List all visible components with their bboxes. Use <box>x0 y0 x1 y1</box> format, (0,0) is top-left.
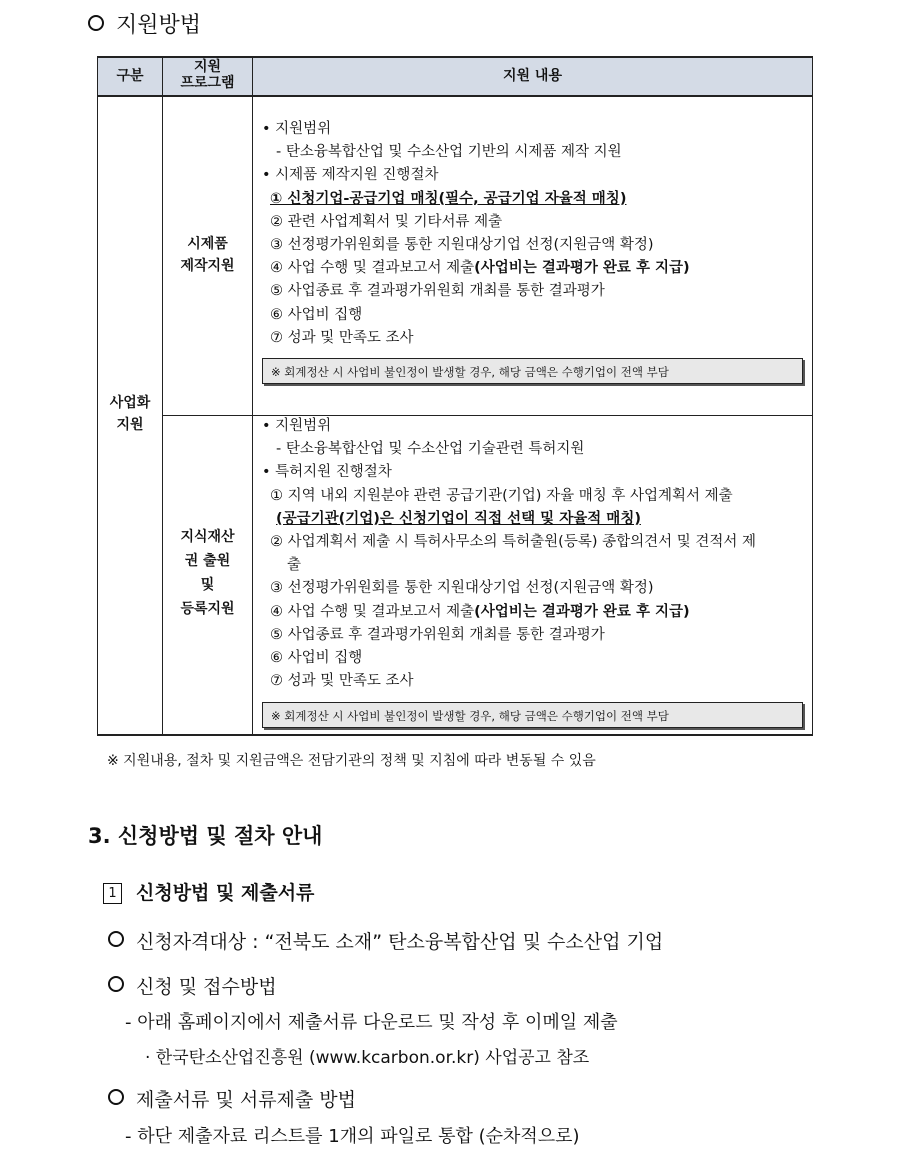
list-subitem: - 아래 홈페이지에서 제출서류 다운로드 및 작성 후 이메일 제출 <box>125 1012 618 1033</box>
subsection-title: 1 신청방법 및 제출서류 <box>103 878 314 905</box>
circle-bullet-icon <box>108 931 124 947</box>
boxed-number: 1 <box>103 883 122 904</box>
table-footnote: ※ 지원내용, 절차 및 지원금액은 전담기관의 정책 및 지침에 따라 변동될 수 있음 <box>107 753 596 769</box>
circle-bullet-icon <box>88 15 104 31</box>
header-program: 지원 프로그램 <box>180 59 235 91</box>
content-cell-ip: • 지원범위 - 탄소융복합산업 및 수소산업 기술관련 특허지원 • 특허지원 진행절차 ① 지역 내외 지원분야 관련 공급기관(기업) 자율 매칭 후 사업계획서 제출 (공급기관(기업)은 신청기업이 직접 선택 및 자율적 매칭) ② 사업계획서 제출 시 특허사무소의 특허출원(등록) 종합의견서 및 견적서 제 출 ③ 선정평가위원회를 통한 지원대상기업 선정(지원금액 확정) ④ 사업 수행 및 결과보고서 제출(사업비는 결과평가 완료 후 지급) ⑤ 사업종료 후 결과평가위원회 개최를 통한 결과평가 ⑥ 사업비 집행 ⑦ 성과 및 만족도 조사 <box>262 418 757 690</box>
list-item: 신청자격대상 : “전북도 소재” 탄소융복합산업 및 수소산업 기업 <box>108 927 663 954</box>
category-cell: 사업화 지원 <box>109 395 151 433</box>
accounting-note-box: ※ 회계정산 시 사업비 불인정이 발생할 경우, 해당 금액은 수행기업이 전액 부담 <box>262 358 803 384</box>
list-item: 신청 및 접수방법 <box>108 972 277 999</box>
program-cell-prototype: 시제품 제작지원 <box>180 236 235 274</box>
list-subitem: · 한국탄소산업진흥원 (www.kcarbon.or.kr) 사업공고 참조 <box>145 1048 590 1068</box>
circle-bullet-icon <box>108 976 124 992</box>
list-subitem: - 하단 제출자료 리스트를 1개의 파일로 통합 (순차적으로) <box>125 1126 580 1147</box>
circle-bullet-icon <box>108 1089 124 1105</box>
list-item: 제출서류 및 서류제출 방법 <box>108 1085 356 1112</box>
accounting-note-box: ※ 회계정산 시 사업비 불인정이 발생할 경우, 해당 금액은 수행기업이 전액 부담 <box>262 702 803 728</box>
content-cell-prototype: • 지원범위 - 탄소융복합산업 및 수소산업 기반의 시제품 제작 지원 • 시제품 제작지원 진행절차 ① 신청기업-공급기업 매칭(필수, 공급기업 자율적 매칭) ② 관련 사업계획서 및 기타서류 제출 ③ 선정평가위원회를 통한 지원대상기업 선정(지원금액 확정) ④ 사업 수행 및 결과보고서 제출(사업비는 결과평가 완료 후 지급) ⑤ 사업종료 후 결과평가위원회 개최를 통한 결과평가 ⑥ 사업비 집행 ⑦ 성과 및 만족도 조사 <box>262 121 690 346</box>
program-cell-ip: 지식재산 권 출원 및 등록지원 <box>180 529 235 617</box>
header-content: 지원 내용 <box>503 68 562 84</box>
support-method-heading: 지원방법 <box>88 8 201 39</box>
header-category: 구분 <box>116 68 144 84</box>
section-title: 3. 신청방법 및 절차 안내 <box>88 824 323 848</box>
